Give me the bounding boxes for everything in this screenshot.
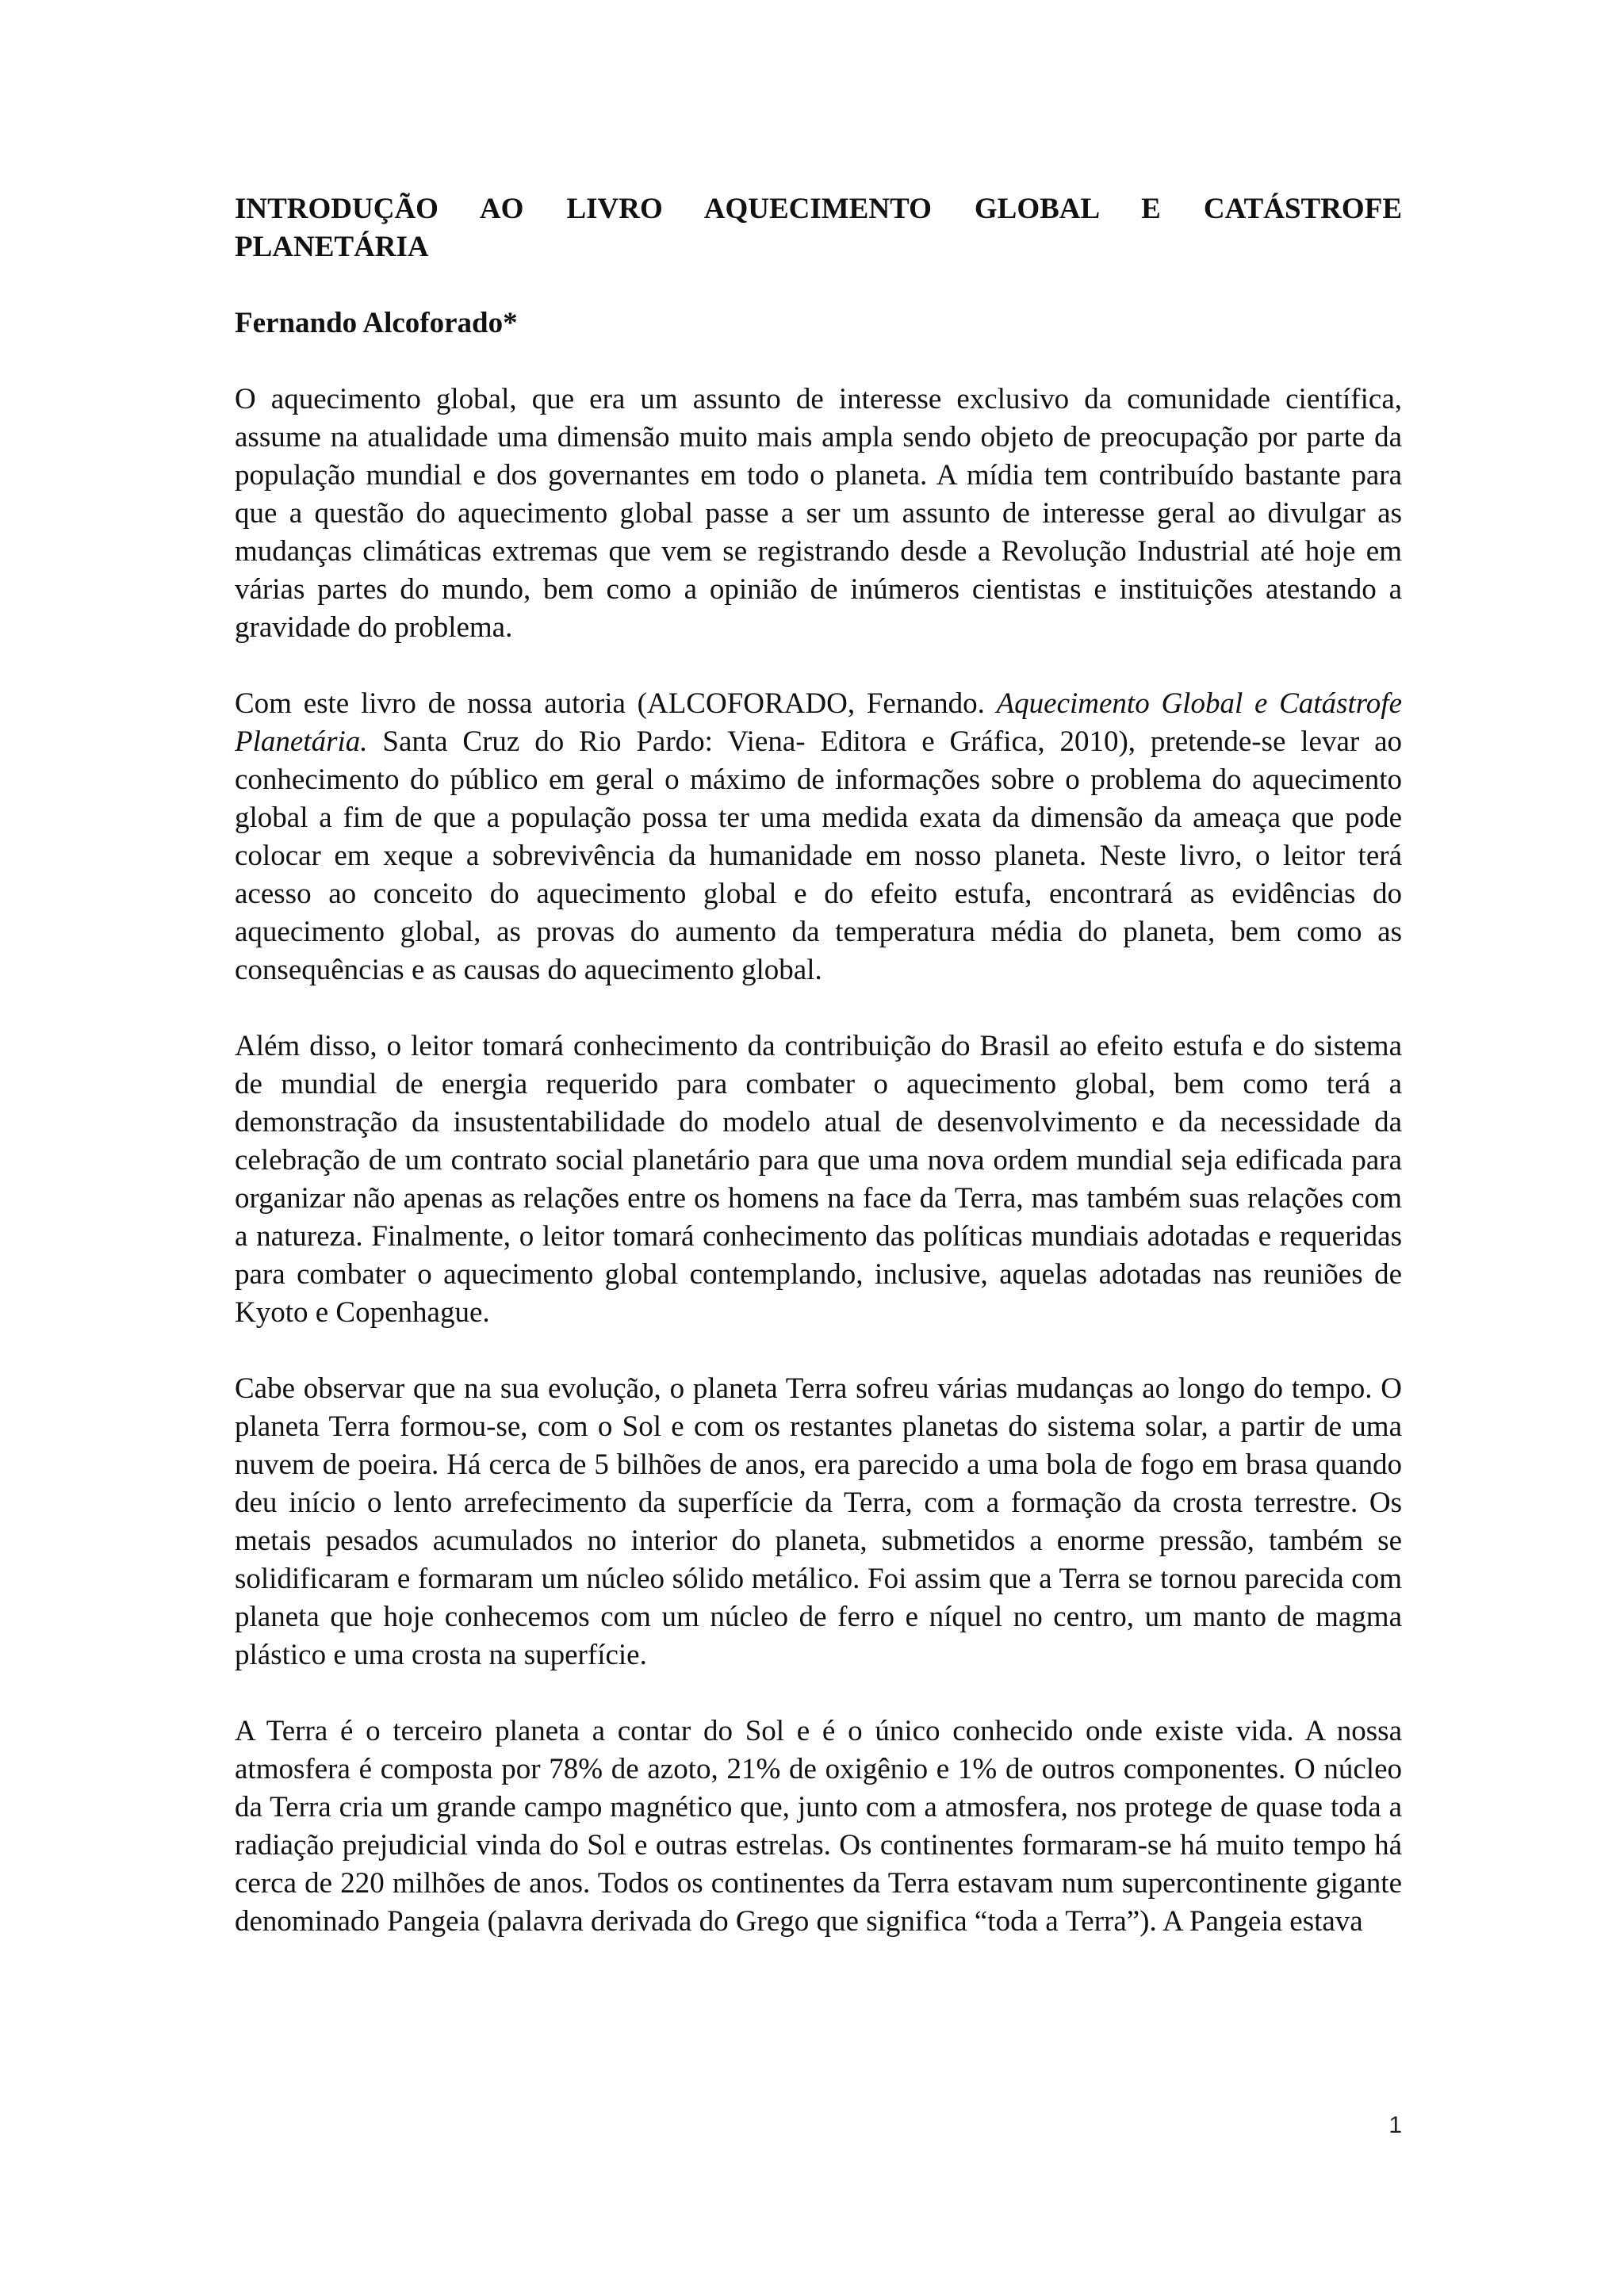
title-line-1: INTRODUÇÃO AO LIVRO AQUECIMENTO GLOBAL E CATÁSTROFE bbox=[235, 193, 1402, 225]
title-line-2: PLANETÁRIA bbox=[235, 231, 429, 263]
paragraph-2-intro: Com este livro de nossa autoria (ALCOFORADO, Fernando. bbox=[235, 687, 997, 720]
paragraph-5: A Terra é o terceiro planeta a contar do Sol e é o único conhecido onde existe vida. A nossa atmosfera é composta por 78% de azoto, 21% de oxigênio e 1% de outros componentes. O núcleo da Terra cria um grande campo magnético que, junto com a atmosfera, nos protege de quase toda a radiação prejudicial vinda do Sol e outras estrelas. Os continentes formaram-se há muito tempo há cerca de 220 milhões de anos. Todos os continentes da Terra estavam num supercontinente gigante denominado Pangeia (palavra derivada do Grego que significa “toda a Terra”). A Pangeia estava bbox=[235, 1715, 1402, 1938]
paragraph-3: Além disso, o leitor tomará conhecimento da contribuição do Brasil ao efeito estufa e do sistema de mundial de energia requerido para combater o aquecimento global, bem como terá a demonstração da insustentabilidade do modelo atual de desenvolvimento e da necessidade da celebração de um contrato social planetário para que uma nova ordem mundial seja edificada para organizar não apenas as relações entre os homens na face da Terra, mas também suas relações com a natureza. Finalmente, o leitor tomará conhecimento das políticas mundiais adotadas e requeridas para combater o aquecimento global contemplando, inclusive, aquelas adotadas nas reuniões de Kyoto e Copenhague. bbox=[235, 1030, 1402, 1329]
paragraph-1: O aquecimento global, que era um assunto de interesse exclusivo da comunidade científica, assume na atualidade uma dimensão muito mais ampla sendo objeto de preocupação por parte da população mundial e dos governantes em todo o planeta. A mídia tem contribuído bastante para que a questão do aquecimento global passe a ser um assunto de interesse geral ao divulgar as mudanças climáticas extremas que vem se registrando desde a Revolução Industrial até hoje em várias partes do mundo, bem como a opinião de inúmeros cientistas e instituições atestando a gravidade do problema. bbox=[235, 383, 1402, 644]
book-title-italic: Aquecimento Global e Catástrofe Planetária. bbox=[235, 687, 1402, 758]
document-title bbox=[235, 190, 1402, 266]
paragraph-4: Cabe observar que na sua evolução, o planeta Terra sofreu várias mudanças ao longo do tempo. O planeta Terra formou-se, com o Sol e com os restantes planetas do sistema solar, a partir de uma nuvem de poeira. Há cerca de 5 bilhões de anos, era parecido a uma bola de fogo em brasa quando deu início o lento arrefecimento da superfície da Terra, com a formação da crosta terrestre. Os metais pesados acumulados no interior do planeta, submetidos a enorme pressão, também se solidificaram e formaram um núcleo sólido metálico. Foi assim que a Terra se tornou parecida com planeta que hoje conhecemos com um núcleo de ferro e níquel no centro, um manto de magma plástico e uma crosta na superfície. bbox=[235, 1372, 1402, 1671]
document-page bbox=[235, 190, 1402, 1941]
paragraph-2 bbox=[235, 685, 1402, 989]
page-number: 1 bbox=[1388, 2112, 1402, 2138]
paragraph-2-rest: Santa Cruz do Rio Pardo: Viena- Editora e Gráfica, 2010), pretende-se levar ao conhecimento do público em geral o máximo de informações sobre o problema do aquecimento global a fim de que a população possa ter uma medida exata da dimensão da ameaça que pode colocar em xeque a sobrevivência da humanidade em nosso planeta. Neste livro, o leitor terá acesso ao conceito do aquecimento global e do efeito estufa, encontrará as evidências do aquecimento global, as provas do aumento da temperatura média do planeta, bem como as consequências e as causas do aquecimento global. bbox=[235, 725, 1402, 986]
author-name: Fernando Alcoforado* bbox=[235, 307, 518, 339]
